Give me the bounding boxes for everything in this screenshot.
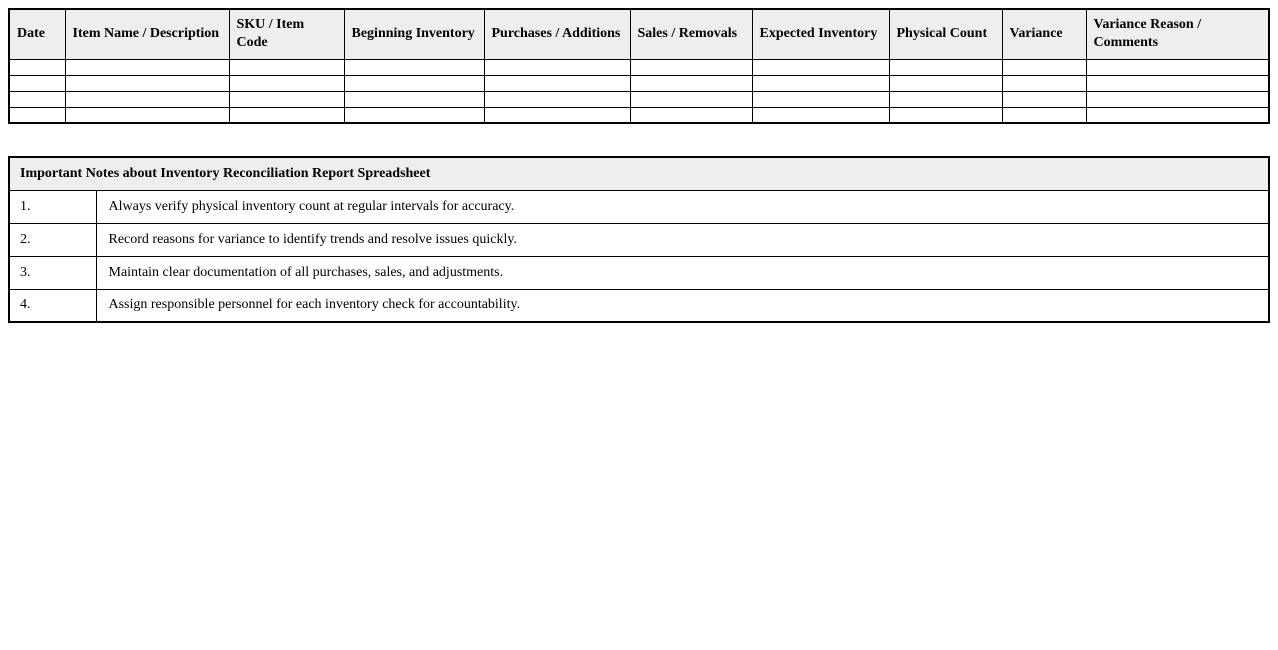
empty-cell: [1002, 91, 1086, 107]
empty-cell: [229, 59, 344, 75]
empty-cell: [484, 59, 630, 75]
column-header-item-name: Item Name / Description: [65, 9, 229, 59]
empty-cell: [344, 91, 484, 107]
note-text: Always verify physical inventory count at regular intervals for accuracy.: [96, 190, 1269, 223]
empty-cell: [752, 91, 889, 107]
note-text: Maintain clear documentation of all purchases, sales, and adjustments.: [96, 256, 1269, 289]
note-number: 1.: [9, 190, 96, 223]
inventory-empty-row: [9, 107, 1269, 123]
empty-cell: [889, 59, 1002, 75]
inventory-reconciliation-table: [8, 8, 1270, 124]
empty-cell: [65, 75, 229, 91]
empty-cell: [630, 91, 752, 107]
empty-cell: [9, 107, 65, 123]
column-header-expected-inventory: Expected Inventory: [752, 9, 889, 59]
empty-cell: [630, 75, 752, 91]
empty-cell: [1002, 107, 1086, 123]
empty-cell: [484, 91, 630, 107]
note-number: 4.: [9, 289, 96, 322]
empty-cell: [1086, 107, 1269, 123]
note-text: Record reasons for variance to identify trends and resolve issues quickly.: [96, 223, 1269, 256]
important-notes-table: [8, 156, 1270, 323]
empty-cell: [229, 91, 344, 107]
notes-title-row: [9, 157, 1269, 190]
notes-title: Important Notes about Inventory Reconciliation Report Spreadsheet: [9, 157, 1269, 190]
note-row: [9, 190, 1269, 223]
column-header-purchases: Purchases / Additions: [484, 9, 630, 59]
empty-cell: [344, 75, 484, 91]
empty-cell: [630, 59, 752, 75]
column-header-variance: Variance: [1002, 9, 1086, 59]
empty-cell: [484, 107, 630, 123]
empty-cell: [65, 91, 229, 107]
empty-cell: [752, 59, 889, 75]
note-number: 3.: [9, 256, 96, 289]
empty-cell: [1086, 91, 1269, 107]
empty-cell: [229, 75, 344, 91]
empty-cell: [1086, 75, 1269, 91]
inventory-empty-row: [9, 75, 1269, 91]
empty-cell: [344, 59, 484, 75]
empty-cell: [484, 75, 630, 91]
empty-cell: [229, 107, 344, 123]
column-header-physical-count: Physical Count: [889, 9, 1002, 59]
note-number: 2.: [9, 223, 96, 256]
empty-cell: [889, 75, 1002, 91]
column-header-sku: SKU / Item Code: [229, 9, 344, 59]
empty-cell: [344, 107, 484, 123]
empty-cell: [752, 75, 889, 91]
empty-cell: [65, 107, 229, 123]
empty-cell: [630, 107, 752, 123]
inventory-empty-row: [9, 91, 1269, 107]
empty-cell: [9, 75, 65, 91]
empty-cell: [65, 59, 229, 75]
column-header-variance-reason: Variance Reason / Comments: [1086, 9, 1269, 59]
empty-cell: [752, 107, 889, 123]
column-header-sales: Sales / Removals: [630, 9, 752, 59]
note-row: [9, 223, 1269, 256]
empty-cell: [1086, 59, 1269, 75]
column-header-beginning-inventory: Beginning Inventory: [344, 9, 484, 59]
empty-cell: [889, 107, 1002, 123]
note-row: [9, 289, 1269, 322]
empty-cell: [1002, 59, 1086, 75]
note-text: Assign responsible personnel for each inventory check for accountability.: [96, 289, 1269, 322]
note-row: [9, 256, 1269, 289]
empty-cell: [1002, 75, 1086, 91]
empty-cell: [889, 91, 1002, 107]
inventory-empty-row: [9, 59, 1269, 75]
empty-cell: [9, 91, 65, 107]
column-header-date: Date: [9, 9, 65, 59]
inventory-header-row: [9, 9, 1269, 59]
empty-cell: [9, 59, 65, 75]
